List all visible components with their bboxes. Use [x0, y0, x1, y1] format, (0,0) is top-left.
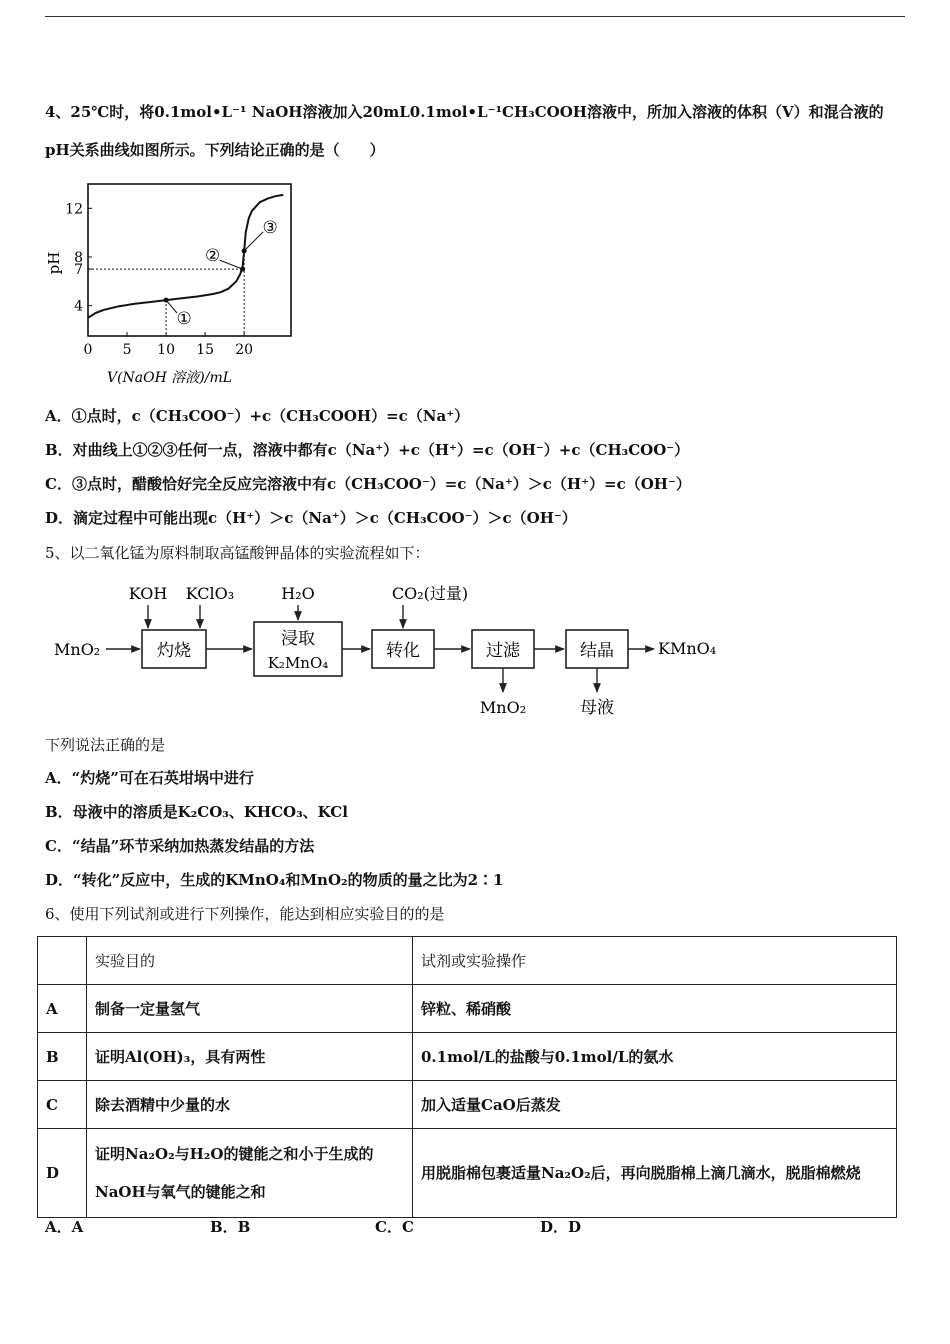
q4-stem-line2: pH关系曲线如图所示。下列结论正确的是（ ） — [45, 141, 385, 159]
point-label: ③ — [262, 217, 278, 238]
chart-x-label: V(NaOH 溶液)/mL — [106, 370, 233, 386]
point-leader-line — [166, 300, 177, 313]
table-row — [38, 985, 897, 1033]
q5-stem: 5、以二氧化锰为原料制取高锰酸钾晶体的实验流程如下： — [45, 544, 430, 562]
table-cell: 证明Na₂O₂与H₂O的键能之和小于生成的NaOH与氧气的键能之和 — [87, 1129, 413, 1218]
q4-option-a: A．①点时，c（CH₃COO⁻）+c（CH₃COOH）=c（Na⁺） — [45, 407, 470, 425]
table-row — [38, 1129, 897, 1218]
flow-output-mno2: MnO₂ — [479, 698, 527, 717]
table-cell: B — [38, 1033, 87, 1081]
q5-option-c: C．“结晶”环节采纳加热蒸发结晶的方法 — [45, 837, 315, 855]
q4-option-c: C．③点时，醋酸恰好完全反应完溶液中有c（CH₃COO⁻）=c（Na⁺）＞c（H⁺）=c（OH⁻） — [45, 475, 691, 493]
q5-option-d: D．“转化”反应中，生成的KMnO₄和MnO₂的物质的量之比为2∶1 — [45, 871, 504, 889]
ph-titration-chart — [45, 178, 295, 390]
q4-stem-line1: 4、25℃时，将0.1mol•L⁻¹ NaOH溶液加入20mL0.1mol•L⁻¹CH₃COOH溶液中，所加入溶液的体积（V）和混合液的 — [45, 103, 884, 121]
chart-points — [164, 218, 278, 329]
table-cell: A — [38, 985, 87, 1033]
flow-step-k2mno4: K₂MnO₄ — [267, 654, 329, 672]
table-row — [38, 1033, 897, 1081]
table-cell: 证明Al(OH)₃，具有两性 — [87, 1033, 413, 1081]
flow-input-kclo3: KClO₃ — [185, 584, 235, 603]
table-cell: D — [38, 1129, 87, 1218]
y-tick-label: 12 — [65, 201, 83, 218]
table-cell: 除去酒精中少量的水 — [87, 1081, 413, 1129]
x-tick-label: 5 — [122, 342, 132, 358]
point-leader-line — [244, 232, 263, 251]
table-cell: 制备一定量氢气 — [87, 985, 413, 1033]
q5-option-b: B．母液中的溶质是K₂CO₃、KHCO₃、KCl — [45, 803, 348, 821]
q6-table — [37, 936, 897, 1218]
table-cell: 用脱脂棉包裹适量Na₂O₂后，再向脱脂棉上滴几滴水，脱脂棉燃烧 — [413, 1129, 897, 1218]
point-label: ① — [176, 309, 192, 330]
x-tick-label: 15 — [196, 342, 215, 358]
flow-input-koh: KOH — [128, 584, 168, 603]
flow-step-crystallize: 结晶 — [580, 641, 614, 661]
flow-input-co2: CO₂(过量) — [391, 584, 469, 603]
table-header-cell — [38, 937, 87, 985]
y-tick-label: 4 — [74, 298, 83, 315]
flow-step-filter: 过滤 — [486, 641, 520, 661]
chart-ticks — [65, 201, 253, 358]
q5-option-a: A．“灼烧”可在石英坩埚中进行 — [45, 769, 254, 787]
process-flowchart — [50, 578, 740, 723]
table-header-row — [38, 937, 897, 985]
table-row — [38, 1081, 897, 1129]
table-cell: 加入适量CaO后蒸发 — [413, 1081, 897, 1129]
q6-stem: 6、使用下列试剂或进行下列操作，能达到相应实验目的的是 — [45, 905, 445, 923]
point-label: ② — [204, 246, 221, 267]
q5-prompt: 下列说法正确的是 — [45, 736, 166, 754]
q6-answer-b: B．B — [210, 1218, 251, 1236]
table-header-cell: 实验目的 — [87, 937, 413, 985]
flow-start: MnO₂ — [54, 640, 101, 659]
q6-answer-c: C．C — [375, 1218, 414, 1236]
table-cell: C — [38, 1081, 87, 1129]
x-tick-label: 0 — [83, 342, 93, 358]
x-tick-label: 10 — [157, 342, 175, 358]
chart-y-label: pH — [45, 251, 63, 275]
y-tick-label: 8 — [74, 249, 83, 266]
point-leader-line — [220, 260, 243, 269]
table-cell: 0.1mol/L的盐酸与0.1mol/L的氨水 — [413, 1033, 897, 1081]
q6-answer-a: A．A — [45, 1218, 84, 1236]
flow-step-burn: 灼烧 — [157, 641, 191, 661]
table-cell: 锌粒、稀硝酸 — [413, 985, 897, 1033]
flow-step-convert: 转化 — [386, 641, 420, 661]
flow-step-leach: 浸取 — [281, 629, 315, 649]
flow-output-mother-liquor: 母液 — [580, 698, 614, 718]
q4-option-b: B．对曲线上①②③任何一点，溶液中都有c（Na⁺）+c（H⁺）=c（OH⁻）+c（CH₃COO⁻） — [45, 441, 690, 459]
flow-input-h2o: H₂O — [281, 584, 315, 603]
x-tick-label: 20 — [235, 342, 254, 358]
chart-reference-lines — [88, 251, 244, 336]
table-header-cell: 试剂或实验操作 — [413, 937, 897, 985]
ph-curve — [88, 195, 283, 318]
page-top-rule — [45, 16, 905, 17]
flow-end: KMnO₄ — [658, 639, 717, 658]
q6-answer-d: D．D — [540, 1218, 582, 1236]
q4-option-d: D．滴定过程中可能出现c（H⁺）＞c（Na⁺）＞c（CH₃COO⁻）＞c（OH⁻） — [45, 509, 577, 527]
y-tick-label: 7 — [74, 262, 83, 279]
